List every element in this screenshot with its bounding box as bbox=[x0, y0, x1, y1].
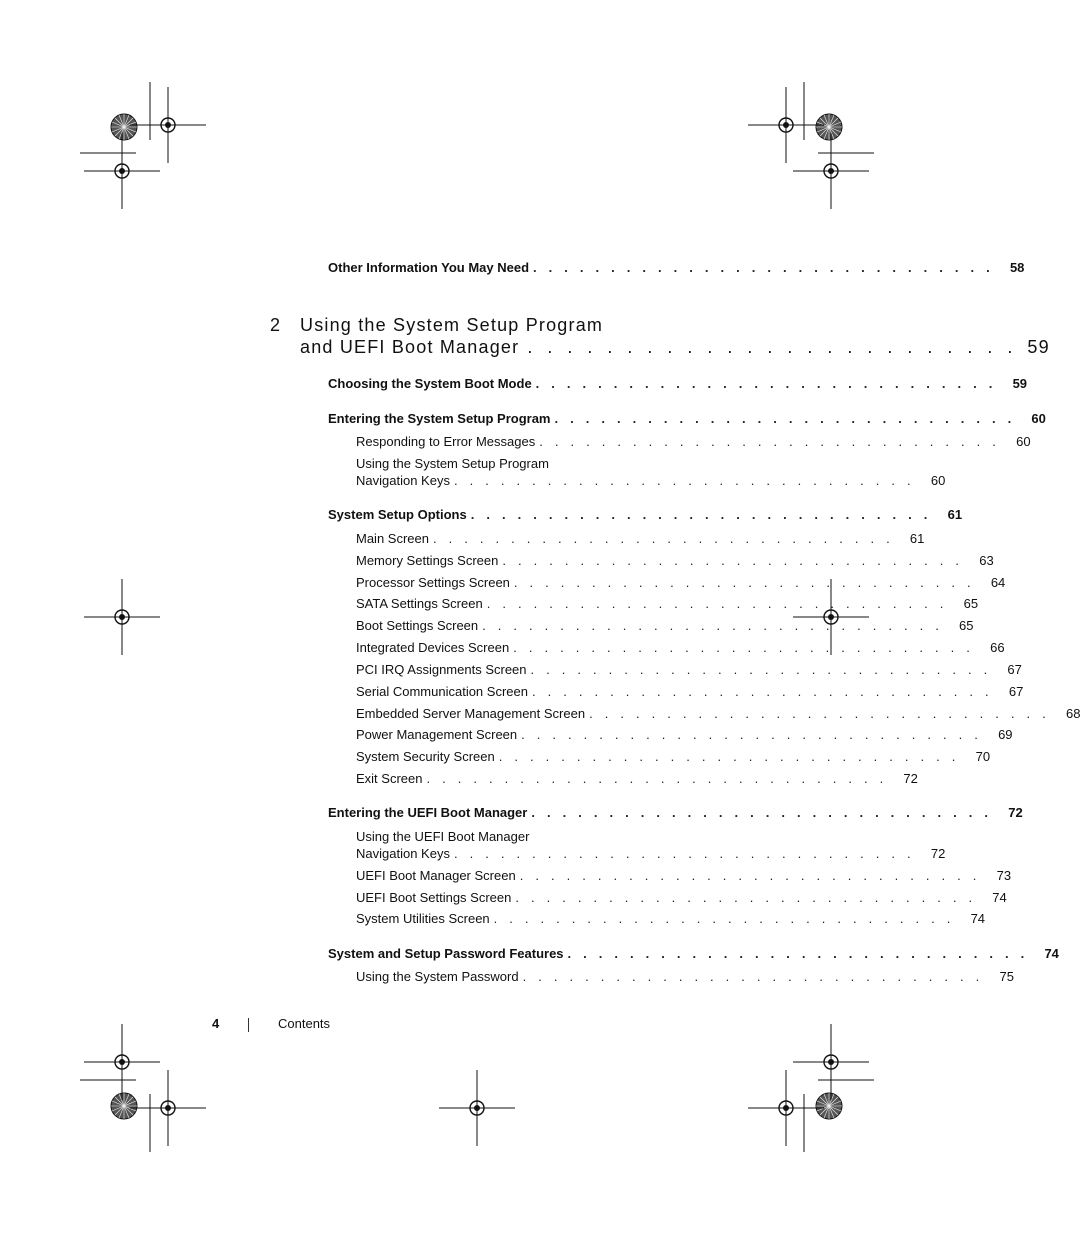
dot-leader: . . . . . . . . . . . . . . . . . . . . . . . . . . . . . . bbox=[493, 911, 955, 926]
toc-entry-label: Integrated Devices Screen bbox=[356, 640, 510, 655]
toc-page-number: 75 bbox=[999, 969, 1014, 984]
toc-page-number: 60 bbox=[1031, 411, 1046, 426]
toc-subentry[interactable] bbox=[356, 749, 991, 765]
dot-leader: . . . . . . . . . . . . . . . . . . . . . . . . . . . . . . bbox=[515, 890, 977, 905]
footer-page-number: 4 bbox=[212, 1016, 220, 1031]
toc-subentry-label-line-1[interactable]: Using the UEFI Boot Manager bbox=[356, 829, 530, 844]
dot-leader: . . . . . . . . . . . . . . . . . . . . . . . . . . . . . . bbox=[470, 507, 932, 522]
dot-leader: . . . . . . . . . . . . . . . . . . . . . . . . . . . . . . bbox=[482, 618, 944, 633]
dot-leader: . . . . . . . . . . . . . . . . . . . . . . . . . . . . . . bbox=[502, 553, 964, 568]
dot-leader: . . . . . . . . . . . . . . . . . . . . . . . . . . . . . . bbox=[486, 596, 948, 611]
toc-entry-label: Entering the UEFI Boot Manager bbox=[328, 805, 528, 820]
toc-page-number: 59 bbox=[1012, 376, 1028, 391]
toc-subentry[interactable] bbox=[356, 684, 1024, 700]
star-target-icon bbox=[111, 1093, 137, 1119]
toc-page-number: 72 bbox=[1008, 805, 1023, 820]
toc-entry-label: SATA Settings Screen bbox=[356, 596, 483, 611]
star-target-icon bbox=[111, 114, 137, 140]
toc-page-number: 66 bbox=[990, 640, 1005, 655]
toc-entry-label: Exit Screen bbox=[356, 771, 423, 786]
toc-page-number: 64 bbox=[990, 575, 1006, 590]
registration-mark-icon bbox=[84, 579, 160, 655]
toc-subentry[interactable] bbox=[356, 618, 974, 634]
registration-mark-icon bbox=[748, 1070, 824, 1146]
dot-leader: . . . . . . . . . . . . . . . . . . . . . . . . . . . . . . bbox=[453, 846, 915, 861]
dot-leader: . . . . . . . . . . . . . . . . . . . . . . . . . . . . . . bbox=[498, 749, 960, 764]
toc-page-number: 65 bbox=[959, 618, 974, 633]
toc-page-number: 67 bbox=[1008, 684, 1024, 699]
toc-entry-label: Choosing the System Boot Mode bbox=[328, 376, 532, 391]
toc-subentry[interactable] bbox=[356, 890, 1007, 906]
toc-subentry[interactable] bbox=[356, 596, 979, 612]
chapter-page-number: 59 bbox=[1027, 337, 1050, 357]
toc-entry[interactable] bbox=[328, 507, 963, 523]
registration-mark-icon bbox=[439, 1070, 515, 1146]
registration-mark-icon bbox=[84, 1024, 160, 1100]
toc-entry-label: Entering the System Setup Program bbox=[328, 411, 551, 426]
toc-subentry[interactable] bbox=[356, 434, 1031, 450]
dot-leader: . . . . . . . . . . . . . . . . . . . . . . . . . . . . . . bbox=[453, 473, 915, 488]
toc-entry-label: System Utilities Screen bbox=[356, 911, 490, 926]
chapter-number: 2 bbox=[270, 315, 282, 335]
footer-section-label: Contents bbox=[278, 1016, 331, 1031]
toc-entry-label: Using the System Password bbox=[356, 969, 519, 984]
toc-page-number: 61 bbox=[909, 531, 925, 546]
registration-mark-icon bbox=[84, 133, 160, 209]
star-target-icon bbox=[816, 114, 842, 140]
dot-leader: . . . . . . . . . . . . . . . . . . . . . . . . . . . . . . bbox=[539, 434, 1001, 449]
dot-leader: . . . . . . . . . . . . . . . . . . . . . . . . . . . . . . bbox=[426, 771, 888, 786]
toc-page-number: 69 bbox=[998, 727, 1013, 742]
toc-subentry[interactable] bbox=[356, 868, 1012, 884]
dot-leader: . . . . . . . . . . . . . . . . . . . . . . . . . . . . . . bbox=[531, 805, 993, 820]
dot-leader: . . . . . . . . . . . . . . . . . . . . . . . . . . . . . . bbox=[554, 411, 1016, 426]
dot-leader: . . . . . . . . . . . . . . . . . . . . . . . . . . . . . . bbox=[522, 969, 984, 984]
registration-mark-icon bbox=[130, 87, 206, 163]
toc-entry-label: Embedded Server Management Screen bbox=[356, 706, 586, 721]
toc-entry-label: UEFI Boot Manager Screen bbox=[356, 868, 516, 883]
toc-entry-label: Navigation Keys bbox=[356, 473, 450, 488]
toc-subentry[interactable] bbox=[356, 531, 925, 547]
toc-entry-label: Main Screen bbox=[356, 531, 429, 546]
toc-page-number: 67 bbox=[1007, 662, 1022, 677]
toc-entry-label: Serial Communication Screen bbox=[356, 684, 528, 699]
toc-page-number: 68 bbox=[1065, 706, 1080, 721]
toc-subentry[interactable] bbox=[356, 706, 1080, 722]
toc-entry-label: Processor Settings Screen bbox=[356, 575, 510, 590]
toc-subentry-label-line-1[interactable]: Using the System Setup Program bbox=[356, 456, 549, 471]
toc-page-number: 72 bbox=[930, 846, 946, 861]
toc-subentry[interactable] bbox=[356, 771, 918, 787]
dot-leader: . . . . . . . . . . . . . . . . . . . . . . . . . . . . . . bbox=[531, 684, 993, 699]
dot-leader: . . . . . . . . . . . . . . . . . . . . . . . . . . . . . . bbox=[521, 727, 983, 742]
dot-leader: . . . . . . . . . . . . . . . . . . . . . . . . . . . . . . bbox=[533, 260, 994, 275]
toc-entry-label: Other Information You May Need bbox=[328, 260, 530, 275]
toc-subentry[interactable] bbox=[356, 473, 946, 489]
toc-subentry[interactable] bbox=[356, 662, 1022, 678]
dot-leader: . . . . . . . . . . . . . . . . . . . . . . . . . bbox=[527, 337, 1018, 357]
chapter-title-line-1: Using the System Setup Program bbox=[300, 315, 604, 335]
toc-entry-label: Boot Settings Screen bbox=[356, 618, 479, 633]
toc-page-number: 70 bbox=[975, 749, 991, 764]
registration-mark-icon bbox=[130, 1070, 206, 1146]
dot-leader: . . . . . . . . . . . . . . . . . . . . . . . . . . . . . . bbox=[530, 662, 992, 677]
toc-entry-label: System Setup Options bbox=[328, 507, 467, 522]
dot-leader: . . . . . . . . . . . . . . . . . . . . . . . . . . . . . . bbox=[535, 376, 997, 391]
toc-subentry[interactable] bbox=[356, 846, 946, 862]
toc-page-number: 65 bbox=[963, 596, 979, 611]
toc-entry-label: System and Setup Password Features bbox=[328, 946, 564, 961]
star-target-icon bbox=[816, 1093, 842, 1119]
toc-entry-label: Navigation Keys bbox=[356, 846, 450, 861]
dot-leader: . . . . . . . . . . . . . . . . . . . . . . . . . . . . . . bbox=[519, 868, 981, 883]
toc-page-number: 60 bbox=[1016, 434, 1031, 449]
toc-entry[interactable] bbox=[328, 805, 1023, 821]
toc-page-number: 58 bbox=[1009, 260, 1025, 275]
toc-entry-other-information[interactable] bbox=[328, 260, 1025, 276]
toc-page-number: 73 bbox=[996, 868, 1012, 883]
toc-page-number: 61 bbox=[947, 507, 963, 522]
registration-mark-icon bbox=[793, 1024, 869, 1100]
toc-page-number: 60 bbox=[930, 473, 946, 488]
toc-page-number: 72 bbox=[903, 771, 918, 786]
toc-subentry[interactable] bbox=[356, 969, 1014, 985]
registration-mark-icon bbox=[748, 87, 824, 163]
dot-leader: . . . . . . . . . . . . . . . . . . . . . . . . . . . . . . bbox=[432, 531, 894, 546]
toc-page-number: 74 bbox=[992, 890, 1007, 905]
toc-page-number: 74 bbox=[1044, 946, 1059, 961]
dot-leader: . . . . . . . . . . . . . . . . . . . . . . . . . . . . . . bbox=[567, 946, 1029, 961]
toc-subentry[interactable] bbox=[356, 911, 986, 927]
toc-page-number: 74 bbox=[970, 911, 986, 926]
toc-page-number: 63 bbox=[979, 553, 994, 568]
toc-entry-label: Memory Settings Screen bbox=[356, 553, 499, 568]
toc-entry-label: System Security Screen bbox=[356, 749, 495, 764]
registration-mark-icon bbox=[793, 133, 869, 209]
toc-entry-label: Responding to Error Messages bbox=[356, 434, 536, 449]
dot-leader: . . . . . . . . . . . . . . . . . . . . . . . . . . . . . . bbox=[513, 640, 975, 655]
toc-entry-label: UEFI Boot Settings Screen bbox=[356, 890, 512, 905]
toc-entry[interactable] bbox=[328, 411, 1046, 427]
dot-leader: . . . . . . . . . . . . . . . . . . . . . . . . . . . . . . bbox=[589, 706, 1050, 721]
toc-entry-label: PCI IRQ Assignments Screen bbox=[356, 662, 527, 677]
toc-subentry[interactable] bbox=[356, 553, 994, 569]
toc-entry-label: Power Management Screen bbox=[356, 727, 518, 742]
toc-subentry[interactable] bbox=[356, 575, 1006, 591]
toc-entry[interactable] bbox=[328, 376, 1028, 392]
chapter-title-line-2: and UEFI Boot Manager bbox=[300, 337, 520, 357]
dot-leader: . . . . . . . . . . . . . . . . . . . . . . . . . . . . . . bbox=[513, 575, 975, 590]
toc-entry[interactable] bbox=[328, 946, 1059, 962]
toc-subentry[interactable] bbox=[356, 727, 1013, 743]
footer-divider bbox=[248, 1018, 249, 1032]
toc-subentry[interactable] bbox=[356, 640, 1005, 656]
